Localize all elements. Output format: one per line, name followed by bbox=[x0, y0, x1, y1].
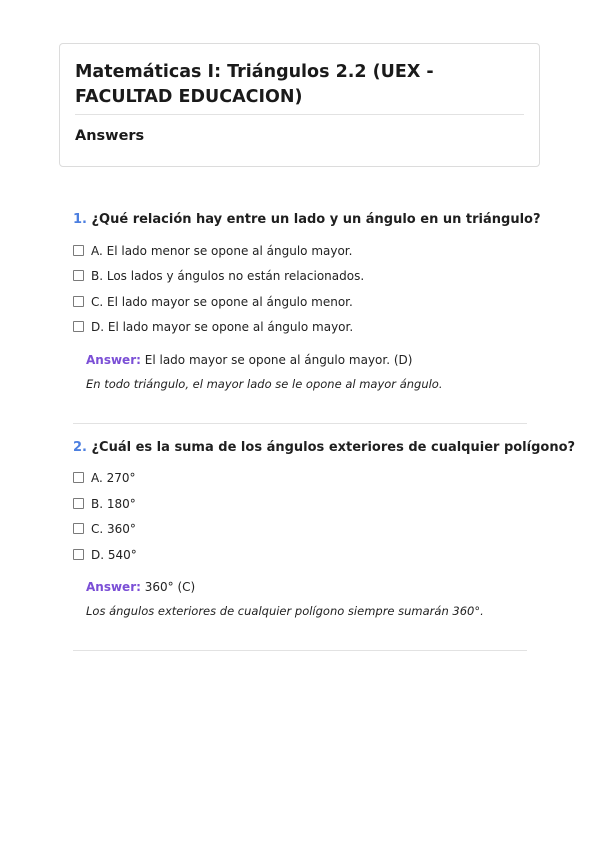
option-label: A. El lado menor se opone al ángulo mayor. bbox=[91, 244, 353, 258]
option-label: D. El lado mayor se opone al ángulo mayor. bbox=[91, 320, 354, 334]
explanation: En todo triángulo, el mayor lado se le opone al mayor ángulo. bbox=[86, 377, 443, 391]
checkbox[interactable] bbox=[73, 472, 84, 483]
answer-value: 360° (C) bbox=[144, 580, 196, 594]
question-text: ¿Qué relación hay entre un lado y un ángulo en un triángulo? bbox=[91, 212, 541, 227]
answer-line bbox=[86, 352, 412, 368]
checkbox[interactable] bbox=[73, 549, 84, 560]
answer-label: Answer: bbox=[86, 580, 141, 594]
option-label: C. El lado mayor se opone al ángulo menor. bbox=[91, 295, 353, 309]
option-label: B. Los lados y ángulos no están relacionados. bbox=[91, 269, 365, 283]
question-text: ¿Cuál es la suma de los ángulos exteriores de cualquier polígono? bbox=[91, 440, 576, 455]
header-divider bbox=[75, 114, 524, 115]
checkbox[interactable] bbox=[73, 523, 84, 534]
page-title: Matemáticas I: Triángulos 2.2 (UEX - FACULTAD EDUCACION) bbox=[75, 62, 434, 107]
option-label: D. 540° bbox=[91, 548, 137, 562]
checkbox[interactable] bbox=[73, 270, 84, 281]
answer-label: Answer: bbox=[86, 353, 141, 367]
question-title bbox=[73, 211, 541, 229]
question-1 bbox=[73, 211, 541, 396]
option-label: A. 270° bbox=[91, 471, 136, 485]
checkbox[interactable] bbox=[73, 498, 84, 509]
answers-heading: Answers bbox=[75, 128, 145, 144]
answer-value: El lado mayor se opone al ángulo mayor. (D) bbox=[144, 353, 413, 367]
checkbox[interactable] bbox=[73, 245, 84, 256]
question-number: 2. bbox=[73, 440, 87, 455]
checkbox[interactable] bbox=[73, 296, 84, 307]
header-card bbox=[59, 43, 540, 167]
question-2 bbox=[73, 439, 576, 624]
answer-line bbox=[86, 579, 195, 595]
explanation: Los ángulos exteriores de cualquier polígono siempre sumarán 360°. bbox=[86, 604, 484, 618]
option-label: B. 180° bbox=[91, 497, 136, 511]
option-label: C. 360° bbox=[91, 522, 136, 536]
question-divider bbox=[73, 423, 527, 424]
checkbox[interactable] bbox=[73, 321, 84, 332]
question-title bbox=[73, 439, 576, 457]
question-divider bbox=[73, 650, 527, 651]
question-number: 1. bbox=[73, 212, 87, 227]
